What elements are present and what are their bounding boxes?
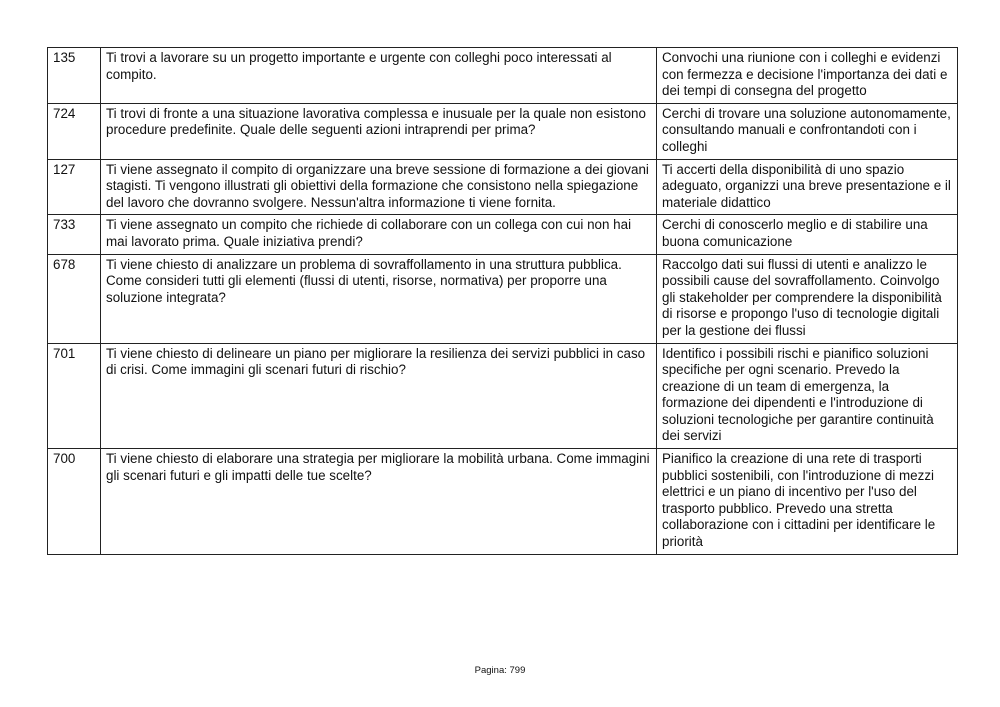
row-id: 724 (48, 103, 101, 159)
question-cell: Ti viene chiesto di elaborare una strategia per migliorare la mobilità urbana. Come immagini gli scenari futuri e gli impatti delle tue scelte? (101, 449, 657, 555)
table-row (48, 159, 958, 215)
answer-cell: Cerchi di trovare una soluzione autonomamente, consultando manuali e confrontandoti con i colleghi (657, 103, 958, 159)
question-cell: Ti viene assegnato un compito che richiede di collaborare con un collega con cui non hai mai lavorato prima. Quale iniziativa prendi? (101, 215, 657, 254)
row-id: 700 (48, 449, 101, 555)
question-cell: Ti viene assegnato il compito di organizzare una breve sessione di formazione a dei giovani stagisti. Ti vengono illustrati gli obiettivi della formazione che consistono nella spiegazione del lavoro che dovranno svolgere. Nessun'altra informazione ti viene fornita. (101, 159, 657, 215)
row-id: 701 (48, 343, 101, 449)
table-row (48, 254, 958, 343)
row-id: 135 (48, 48, 101, 104)
table-row (48, 449, 958, 555)
answer-cell: Cerchi di conoscerlo meglio e di stabilire una buona comunicazione (657, 215, 958, 254)
table-row (48, 215, 958, 254)
answer-cell: Pianifico la creazione di una rete di trasporti pubblici sostenibili, con l'introduzione di mezzi elettrici e un piano di incentivo per l'uso del trasporto pubblico. Prevedo una stretta collaborazione con i cittadini per identificare le priorità (657, 449, 958, 555)
answer-cell: Identifico i possibili rischi e pianifico soluzioni specifiche per ogni scenario. Prevedo la creazione di un team di emergenza, la formazione dei dipendenti e l'introduzione di soluzioni tecnologiche per garantire continuità dei servizi (657, 343, 958, 449)
row-id: 733 (48, 215, 101, 254)
row-id: 127 (48, 159, 101, 215)
answer-cell: Raccolgo dati sui flussi di utenti e analizzo le possibili cause del sovraffollamento. Coinvolgo gli stakeholder per comprendere la disponibilità di risorse e propongo l'uso di tecnologie digitali per la gestione dei flussi (657, 254, 958, 343)
question-cell: Ti viene chiesto di delineare un piano per migliorare la resilienza dei servizi pubblici in caso di crisi. Come immagini gli scenari futuri di rischio? (101, 343, 657, 449)
answer-cell: Ti accerti della disponibilità di uno spazio adeguato, organizzi una breve presentazione e il materiale didattico (657, 159, 958, 215)
row-id: 678 (48, 254, 101, 343)
table-row (48, 103, 958, 159)
answer-cell: Convochi una riunione con i colleghi e evidenzi con fermezza e decisione l'importanza dei dati e dei tempi di consegna del progetto (657, 48, 958, 104)
page-number: Pagina: 799 (474, 665, 526, 676)
table-row (48, 343, 958, 449)
question-cell: Ti viene chiesto di analizzare un problema di sovraffollamento in una struttura pubblica. Come consideri tutti gli elementi (flussi di utenti, risorse, normativa) per proporre una soluzione integrata? (101, 254, 657, 343)
table-row (48, 48, 958, 104)
questions-table (47, 47, 958, 555)
question-cell: Ti trovi di fronte a una situazione lavorativa complessa e inusuale per la quale non esistono procedure predefinite. Quale delle seguenti azioni intraprendi per prima? (101, 103, 657, 159)
question-cell: Ti trovi a lavorare su un progetto importante e urgente con colleghi poco interessati al compito. (101, 48, 657, 104)
